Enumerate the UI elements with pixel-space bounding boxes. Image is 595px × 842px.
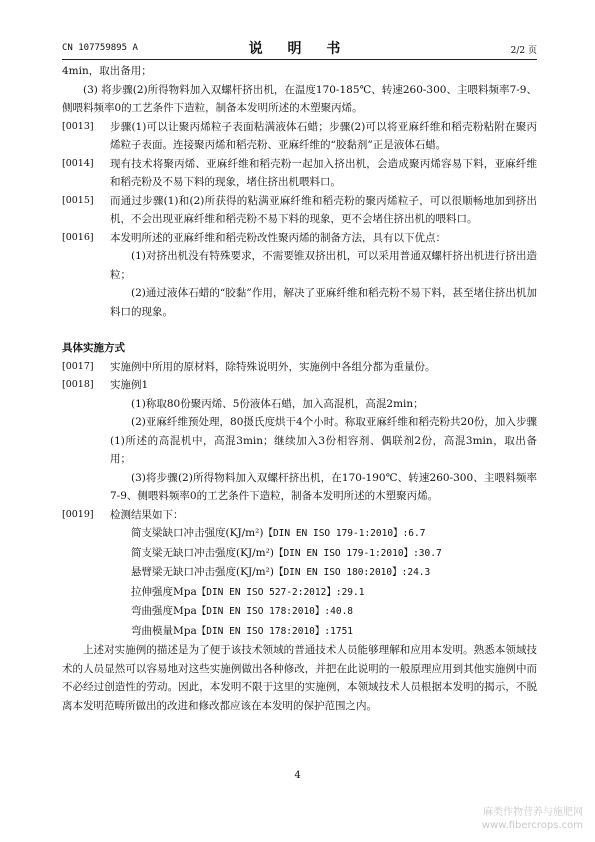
paragraph-number: [0018] xyxy=(62,379,94,390)
step-text: (3)将步骤(2)所得物料加入双螺杆挤出机，在170-190℃、转速260-300、主喂料频率7-9、侧喂料频率0的工艺条件下造粒，制备本发明所述的木塑聚丙烯。 xyxy=(110,471,537,502)
section-title: 具体实施方式 xyxy=(62,342,125,354)
result-row xyxy=(131,583,537,603)
advantage-2 xyxy=(62,284,537,321)
result-value: :30.7 xyxy=(413,547,442,559)
result-standard: 【DIN EN ISO 179-1:2010】 xyxy=(263,528,403,539)
result-standard: 【DIN EN ISO 180:2010】 xyxy=(273,567,402,578)
closing-paragraph: 上述对实施例的描述是为了便于该技术领域的普通技术人员能够理解和应用本发明。熟悉本领域技术的人员显然可以容易地对这些实施例做出各种修改，并把在此说明的一般原理应用到其他实施例中而不必经过创造性的劳动。因此，本发明不限于这里的实施例，本领域技术人员根据本发明的揭示，不脱离本发明范畴所做出的改进和修改都应该在本发明的保护范围之内。 xyxy=(62,644,537,712)
result-standard: 【DIN EN ISO 179-1:2010】 xyxy=(273,547,414,559)
paragraph-text: 而通过步骤(1)和(2)所获得的粘满亚麻纤维和稻壳粉的聚丙烯粒子，可以很顺畅地加到挤出机，不会出现亚麻纤维和稻壳粉不易下料的现象，更不会堵住挤出机的喂料口。 xyxy=(110,194,537,225)
paragraph-text: 本发明所述的亚麻纤维和稻壳粉改性聚丙烯的制备方法，具有以下优点： xyxy=(110,231,446,244)
step-1 xyxy=(62,395,537,414)
step-text: (2)亚麻纤维预处理，80摄氏度烘干4个小时。称取亚麻纤维和稻壳粉共20份，加入步骤(1)所述的高混机中，高混3min；继续加入3份相容剂、偶联剂2份，高混3min，取出备用； xyxy=(110,416,537,465)
paragraph-number: [0014] xyxy=(62,157,94,169)
document-title: 说 明 书 xyxy=(248,41,351,57)
paragraph-number: [0017] xyxy=(62,360,94,372)
continued-line: 4min，取出备用； xyxy=(62,65,152,77)
paragraph-0016 xyxy=(62,229,537,248)
paragraph-0014 xyxy=(62,155,537,192)
paragraph-text: 现有技术将聚丙烯、亚麻纤维和稻壳粉一起加入挤出机，会造成聚丙烯容易下料，亚麻纤维和稻壳粉及不易下料的现象，堵住挤出机喂料口。 xyxy=(110,157,537,188)
result-value: :24.3 xyxy=(401,567,431,578)
result-label: 悬臂梁无缺口冲击强度(KJ/m²) xyxy=(131,566,274,578)
result-label: 简支梁无缺口冲击强度(KJ/m²) xyxy=(131,546,274,559)
document-body xyxy=(62,62,537,715)
result-standard: 【DIN EN ISO 178:2010】 xyxy=(196,625,325,637)
advantage-1 xyxy=(62,247,537,284)
paragraph-0015 xyxy=(62,192,537,229)
page-indicator: 2/2 页 xyxy=(510,46,537,56)
watermark-title: 麻类作物营养与施肥网 xyxy=(483,807,583,818)
result-standard: 【DIN EN ISO 178:2010】 xyxy=(196,606,325,617)
paragraph-0017 xyxy=(62,358,537,377)
step-2 xyxy=(62,413,537,469)
advantage-text: (1)对挤出机没有特殊要求，不需要锥双挤出机，可以采用普通双螺杆挤出机进行挤出造粒； xyxy=(110,250,537,281)
result-row xyxy=(131,544,537,564)
result-value: :40.8 xyxy=(324,606,354,617)
paragraph-text: 检测结果如下： xyxy=(110,508,184,521)
paragraph-number: [0013] xyxy=(62,120,94,132)
watermark-url: www.fibercrops.com xyxy=(481,820,583,831)
result-label: 弯曲强度Mpa xyxy=(131,605,197,617)
patent-number: CN 107759895 A xyxy=(62,43,138,53)
step-3-continued: (3) 将步骤(2)所得物料加入双螺杆挤出机，在温度170-185℃、转速260-300、主喂料频率7-9、侧喂料频率0的工艺条件下造粒，制备本发明所述的木塑聚丙烯。 xyxy=(62,83,537,114)
paragraph-0013 xyxy=(62,118,537,155)
advantage-text: (2)通过液体石蜡的“胶黏”作用，解决了亚麻纤维和稻壳粉不易下料，甚至堵住挤出机加料口的现象。 xyxy=(110,287,537,318)
header-rule xyxy=(62,59,537,60)
result-row xyxy=(131,563,537,583)
paragraph-number: [0019] xyxy=(62,508,94,520)
result-row xyxy=(131,622,537,642)
page-number: 4 xyxy=(294,770,301,781)
result-value: :29.1 xyxy=(335,586,365,598)
result-label: 弯曲模量Mpa xyxy=(131,624,197,637)
result-row xyxy=(131,602,537,622)
paragraph-0019 xyxy=(62,506,537,525)
result-value: :6.7 xyxy=(402,528,426,539)
watermark xyxy=(482,806,583,832)
result-label: 简支梁缺口冲击强度(KJ/m²) xyxy=(131,527,264,539)
paragraph-0018 xyxy=(62,376,537,395)
paragraph-text: 步骤(1)可以让聚丙烯粒子表面粘满液体石蜡；步骤(2)可以将亚麻纤维和稻壳粉粘附在聚丙烯粒子表面。连接聚丙烯和稻壳粉、亚麻纤维的“胶黏剂”正是液体石蜡。 xyxy=(110,120,537,151)
result-label: 拉伸强度Mpa xyxy=(131,585,197,598)
step-text: (1)称取80份聚丙烯、5份液体石蜡，加入高混机，高混2min； xyxy=(131,397,424,410)
result-row xyxy=(131,524,537,544)
result-standard: 【DIN EN ISO 527-2:2012】 xyxy=(196,586,336,598)
result-value: :1751 xyxy=(324,625,354,637)
test-results xyxy=(62,524,537,641)
step-3 xyxy=(62,469,537,506)
paragraph-text: 实施例1 xyxy=(110,379,149,391)
paragraph-number: [0016] xyxy=(62,231,94,243)
paragraph-number: [0015] xyxy=(62,194,94,206)
paragraph-text: 实施例中所用的原材料，除特殊说明外，实施例中各组分都为重量份。 xyxy=(110,360,436,373)
page-header xyxy=(62,38,537,58)
